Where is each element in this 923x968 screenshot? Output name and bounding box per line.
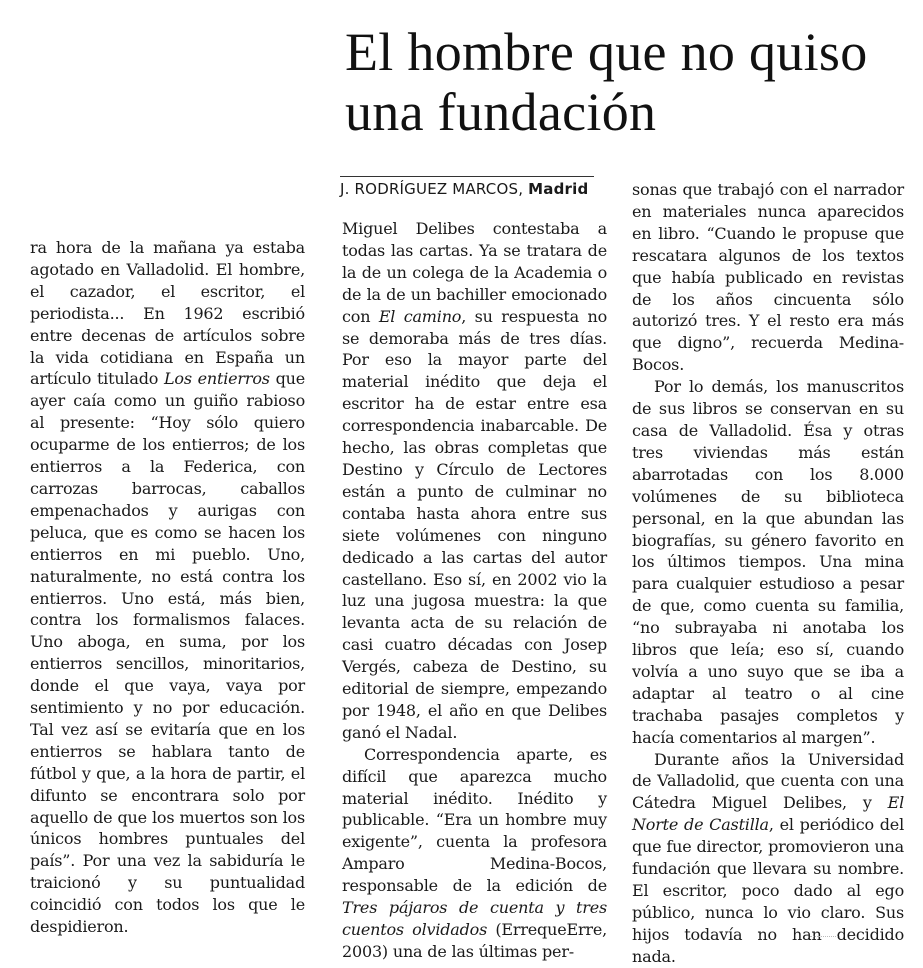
text-run: (ErrequeErre, 2003) una de las últimas per- xyxy=(342,920,607,961)
column-2 xyxy=(342,218,607,963)
italic-title: El camino xyxy=(378,306,462,326)
text-run: , su respuesta no se demoraba más de tres días. Por eso la mayor parte del material inédito que deja el escritor ha de estar entre esa correspondencia inabarcable. De hecho, las obras completas que Destino y Círculo de Lectores están a punto de culminar no contaba hasta ahora entre sus siete volúmenes con ninguno dedicado a las cartas del autor castellano. Eso sí, en 2002 vio la luz una jugosa muestra: la que levanta acta de su relación de casi cuatro décadas con Josep Vergés, cabeza de Destino, su editorial de siempre, empezando por 1948, el año en que Delibes ganó el Nadal. xyxy=(342,306,608,742)
text-run: Correspondencia aparte, es difícil que aparezca mucho material inédito. Inédito y publicable. “Era un hombre muy exigente”, cuenta la profesora Amparo Medina-Bocos, responsable de la edición de xyxy=(342,744,607,896)
text-run: , el periódico del que fue director, promovieron una fundación que llevara su nombre. El escritor, poco dado al ego público, nunca lo vio claro. Sus hijos todavía no han decidido nada. xyxy=(632,815,904,966)
paragraph: Por lo demás, los manuscritos de sus libros se conservan en su casa de Valladolid. Ésa y otras tres viviendas más están abarrotadas con los 8.000 volúmenes de su biblioteca personal, en la que abundan las biografías, su género favorito en los últimos tiempos. Una mina para cualquier estudioso a pesar de que, como cuenta su familia, “no subrayaba ni anotaba los libros que leía; eso sí, cuando volvía a uno suyo que se iba a adaptar al teatro o al cine trachaba pasajes completos y hacía comentarios al margen”. xyxy=(632,377,904,747)
italic-title: Los entierros xyxy=(163,369,270,389)
byline-author: J. RODRÍGUEZ MARCOS, xyxy=(340,180,524,198)
paragraph xyxy=(342,218,607,744)
column-1 xyxy=(30,237,305,938)
text-run: Durante años la Universidad de Valladolid, que cuenta con una Cátedra Miguel Delibes, y xyxy=(632,749,904,813)
headline: El hombre que no quiso una fundación xyxy=(345,22,868,142)
paragraph xyxy=(342,744,607,963)
text-run: Miguel Delibes contestaba a todas las cartas. Ya se tratara de la de un colega de la Academia o de la de un bachiller emocionado con xyxy=(342,219,607,326)
paragraph: sonas que trabajó con el narrador en materiales nunca aparecidos en libro. “Cuando le propuse que rescatara algunos de los textos que había publicado en revistas de los años cincuenta sólo autorizó tres. Y el resto era más que digno”, recuerda Medina-Bocos. xyxy=(632,180,904,375)
scan-mark xyxy=(810,936,840,943)
byline-place: Madrid xyxy=(528,180,589,198)
text-run: ra hora de la mañana ya estaba agotado en Valladolid. El hombre, el cazador, el escritor, el periodista... En 1962 escribió entre decenas de artículos sobre la vida cotidiana en España un artículo titulado xyxy=(30,238,305,389)
text-run: que ayer caía como un guiño rabioso al presente: “Hoy sólo quiero ocuparme de los entierros; de los entierros a la Federica, con carrozas barrocas, caballos empenachados y aurigas con peluca, que es como se hacen los entierros en mi pueblo. Uno, naturalmente, no está contra los entierros. Uno está, más bien, contra los formalismos falaces. Uno aboga, en suma, por los entierros sencillos, minoritarios, donde el que vaya, vaya por sentimiento y no por educación. Tal vez así se evitaría que en los entierros se hablara tanto de fútbol y que, a la hora de partir, el difunto se encontrara solo por aquello de que los muertos son los únicos hombres puntuales del país”. Por una vez la sabiduría le traicionó y su puntualidad coincidió con todos los que le despidieron. xyxy=(30,369,305,937)
italic-title: El Norte de Castilla xyxy=(632,793,904,835)
italic-title: Tres pájaros de cuenta y tres cuentos olvidados xyxy=(342,898,607,939)
byline xyxy=(340,176,594,199)
column-3 xyxy=(632,179,904,968)
paragraph xyxy=(632,749,904,968)
paragraph xyxy=(30,237,305,938)
